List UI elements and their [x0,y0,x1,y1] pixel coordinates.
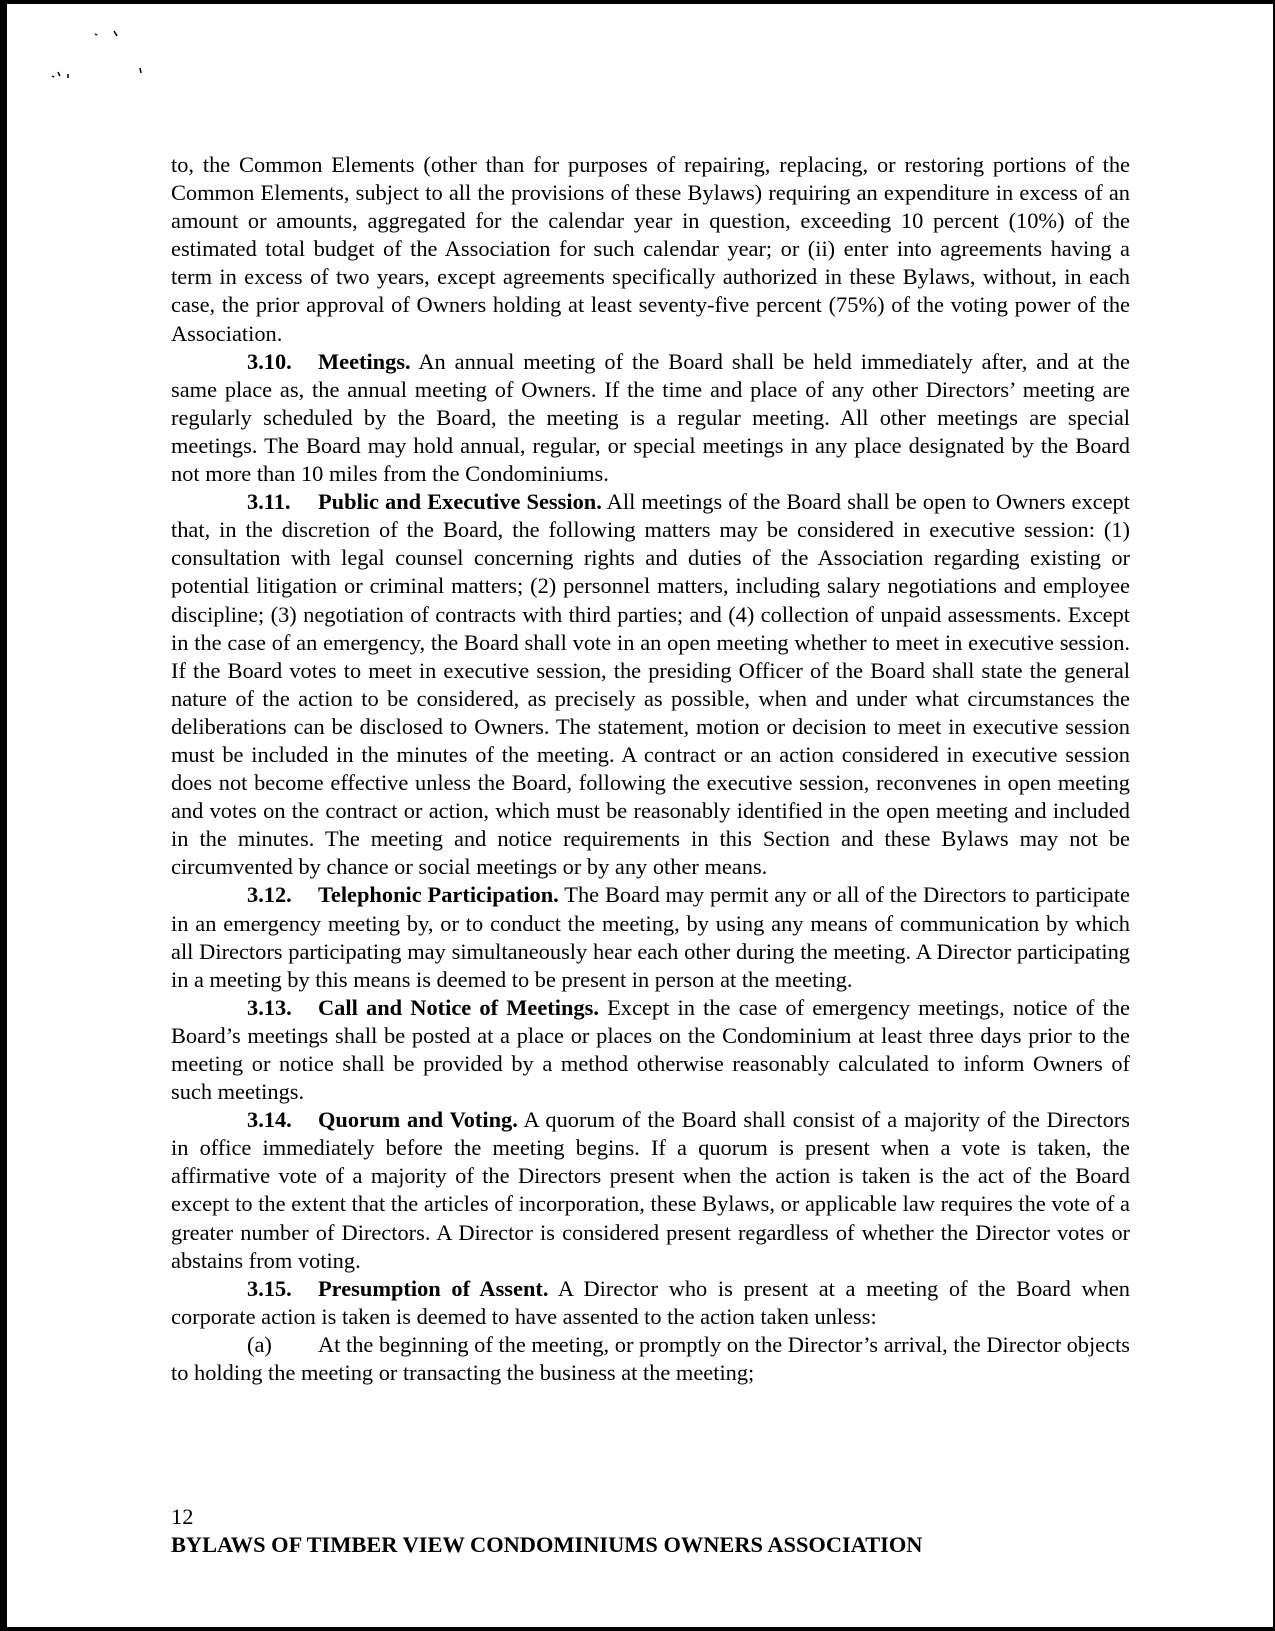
subparagraph-label: (a) [247,1331,272,1357]
subparagraph-a [171,1331,1130,1387]
section-title: Presumption of Assent. [318,1275,549,1301]
section-3-10 [171,348,1130,488]
section-text: A Director who is present at a meeting of the Board when corporate action is taken is deemed to have assented to the action taken unless: [171,1275,1130,1329]
scan-artifact-marks [37,24,167,94]
lead-paragraph: to, the Common Elements (other than for purposes of repairing, replacing, or restoring portions of the Common Elements, subject to all the provisions of these Bylaws) requiring an expenditure in excess of an amount or amounts, aggregated for the calendar year in question, exceeding 10 percent (10%) of the estimated total budget of the Association for such calendar year; or (ii) enter into agreements having a term in excess of two years, except agreements specifically authorized in these Bylaws, without, in each case, the prior approval of Owners holding at least seventy-five percent (75%) of the voting power of the Association. [171,152,1130,346]
section-number: 3.15. [247,1275,292,1301]
subparagraph-text: At the beginning of the meeting, or promptly on the Director’s arrival, the Director objects to holding the meeting or transacting the business at the meeting; [171,1331,1130,1386]
section-3-12 [171,881,1130,993]
section-title: Call and Notice of Meetings. [318,994,599,1020]
section-text: A quorum of the Board shall consist of a majority of the Directors in office immediately before the meeting begins. If a quorum is present when a vote is taken, the affirmative vote of a majority of the Directors present when the action is taken is the act of the Board except to the extent that the articles of incorporation, these Bylaws, or applicable law requires the vote of a greater number of Directors. A Director is considered present regardless of whether the Director votes or abstains from voting. [171,1107,1130,1273]
section-title: Quorum and Voting. [318,1107,518,1133]
section-number: 3.11. [247,489,291,515]
section-title: Telephonic Participation. [318,882,559,908]
section-3-15 [171,1275,1130,1331]
section-3-14 [171,1106,1130,1275]
section-text: The Board may permit any or all of the Directors to participate in an emergency meeting by, or to conduct the meeting, by using any means of communication by which all Directors participating may simultaneously hear each other during the meeting. A Director participating in a meeting by this means is deemed to be present in person at the meeting. [171,882,1130,992]
section-3-13 [171,994,1130,1106]
page-number: 12 [171,1504,194,1529]
section-text: An annual meeting of the Board shall be held immediately after, and at the same place as, the annual meeting of Owners. If the time and place of any other Directors’ meeting are regularly scheduled by the Board, the meeting is a regular meeting. All other meetings are special meetings. The Board may hold annual, regular, or special meetings in any place designated by the Board not more than 10 miles from the Condominiums. [171,348,1130,487]
section-3-11 [171,488,1130,881]
section-title: Meetings. [318,348,411,374]
section-number: 3.13. [247,994,292,1020]
section-number: 3.14. [247,1107,292,1133]
footer-title: BYLAWS OF TIMBER VIEW CONDOMINIUMS OWNERS ASSOCIATION [171,1532,923,1557]
section-text: All meetings of the Board shall be open to Owners except that, in the discretion of the Board, the following matters may be considered in executive session: (1) consultation with legal counsel concerning rights and duties of the Association regarding existing or potential litigation or criminal matters; (2) personnel matters, including salary negotiations and employee discipline; (3) negotiation of contracts with third parties; and (4) collection of unpaid assessments. Except in the case of an emergency, the Board shall vote in an open meeting whether to meet in executive session. If the Board votes to meet in executive session, the presiding Officer of the Board shall state the general nature of the action to be considered, as precisely as possible, when and under what circumstances the deliberations can be disclosed to Owners. The statement, motion or decision to meet in executive session must be included in the minutes of the meeting. A contract or an action considered in executive session does not become effective unless the Board, following the executive session, reconvenes in open meeting and votes on the contract or action, which must be reasonably identified in the open meeting and included in the minutes. The meeting and notice requirements in this Section and these Bylaws may not be circumvented by chance or social meetings or by any other means. [171,489,1130,880]
section-title: Public and Executive Session. [318,489,602,515]
section-text: Except in the case of emergency meetings, notice of the Board’s meetings shall be posted at a place or places on the Condominium at least three days prior to the meeting or notice shall be provided by a method otherwise reasonably calculated to inform Owners of such meetings. [171,994,1130,1105]
section-number: 3.10. [247,348,292,374]
section-number: 3.12. [247,882,292,908]
document-body [171,151,1130,1387]
